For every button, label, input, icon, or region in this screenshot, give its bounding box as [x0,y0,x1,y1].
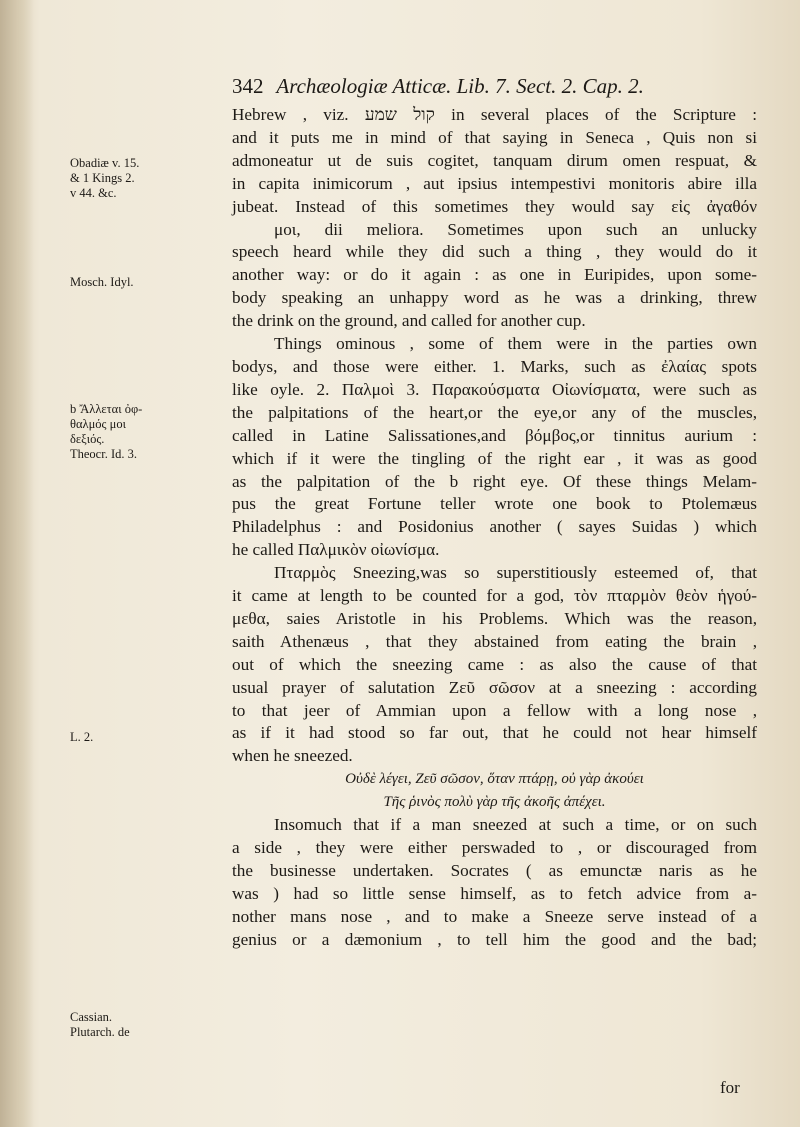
margin-note-line: v 44. &c. [70,186,117,200]
catchword: for [720,1078,740,1097]
text-line: as if it had stood so far out, that he could not hear himself [232,723,757,743]
text-line: as the palpitation of the b right eye. Of these things Melam- [232,471,757,491]
margin-note-line: δεξιός. [70,432,105,446]
text-line: pus the great Fortune teller wrote one book to Ptolemæus [232,494,757,514]
text-line: μοι, dii meliora. Sometimes upon such an unlucky [274,219,757,239]
margin-note-line: Mosch. Idyl. [70,275,134,289]
text-line: the businesse undertaken. Socrates ( as emunctæ naris as he [232,860,757,880]
margin-note-theocritus [70,402,210,462]
margin-note-moschus [70,275,210,290]
margin-note-line: Plutarch. de [70,1025,130,1039]
text-line: the drink on the ground, and called for another cup. [232,311,586,331]
text-line: and it puts me in mind of that saying in Seneca , Quis non si [232,127,757,147]
binding-gutter-shadow [0,0,34,1127]
text-line: Things ominous , some of them were in the parties own [274,334,757,354]
text-line: admoneatur ut de suis cogitet, tanquam dirum omen respuat, & [232,150,757,170]
page-number: 342 [232,74,264,98]
margin-note-line: Theocr. Id. 3. [70,447,137,461]
margin-note-line: Cassian. [70,1010,113,1024]
text-line: he called Παλμικὸν οἰωνίσμα. [232,540,440,560]
text-line: bodys, and those were either. 1. Marks, such as ἐλαίας spots [232,356,757,376]
text-line: to that jeer of Ammian upon a fellow with a long nose , [232,700,757,720]
text-line: a side , they were either perswaded to , or discouraged from [232,838,757,857]
text-line: when he sneezed. [232,746,353,766]
body-text [232,104,757,952]
text-line: jubeat. Instead of this sometimes they would say εἰς ἀγαθόν [232,196,757,216]
text-line: body speaking an unhappy word as he was a drinking, threw [232,288,757,308]
text-line: speech heard while they did such a thing , they would do it [232,242,757,262]
text-line: was ) had so little sense himself, as to fetch advice from a- [232,883,757,903]
margin-note-line: & 1 Kings 2. [70,171,135,185]
text-line: out of which the sneezing came : as also the cause of that [232,654,757,674]
verse-line: Τῆς ῥινὸς πολὺ γὰρ τῆς ἀκοῆς ἀπέχει. [383,794,606,811]
verse-line: Οὐδὲ λέγει, Ζεῦ σῶσον, ὅταν πτάρῃ, οὐ γὰρ ἀκούει [345,771,644,788]
margin-note-l2 [70,730,210,745]
text-line: in capita inimicorum , aut ipsius intempestivi monitoris abire illa [232,173,757,193]
text-line: Hebrew , viz. קול שמע in several places of the Scripture : [232,105,757,124]
text-line: which if it were the tingling of the right ear , it was as good [232,448,757,468]
margin-note-line: θαλμός μοι [70,417,126,431]
margin-note-line: Obadiæ v. 15. [70,156,140,170]
text-line: Insomuch that if a man sneezed at such a time, or on such [274,815,757,835]
margin-note-obadiah [70,156,210,201]
text-line: called in Latine Salissationes,and βόμβος,or tinnitus aurium : [232,425,757,445]
text-line: nother mans nose , and to make a Sneeze serve instead of a [232,906,757,926]
text-line: Πταρμὸς Sneezing,was so superstitiously esteemed of, that [274,563,757,583]
text-line: another way: or do it again : as one in Euripides, upon some- [232,265,757,285]
text-line: Philadelphus : and Posidonius another ( sayes Suidas ) which [232,517,757,537]
running-title: Archæologiæ Atticæ. Lib. 7. Sect. 2. Cap. 2. [276,74,644,98]
text-line: it came at length to be counted for a god, τὸν πταρμὸν θεὸν ἡγού- [232,586,757,606]
text-line: the palpitations of the heart,or the eye,or any of the muscles, [232,402,757,422]
text-line: genius or a dæmonium , to tell him the good and the bad; [232,929,757,949]
text-line: saith Athenæus , that they abstained from eating the brain , [232,631,757,651]
running-head [232,74,752,99]
text-line: usual prayer of salutation Ζεῦ σῶσον at a sneezing : according [232,677,757,697]
margin-note-line: b Ἄλλεται ὀφ- [70,402,143,416]
text-line: μεθα, saies Aristotle in his Problems. Which was the reason, [232,608,757,628]
text-line: like oyle. 2. Παλμοὶ 3. Παρακούσματα Οἰωνίσματα, were such as [232,379,757,399]
margin-note-line: L. 2. [70,730,94,744]
margin-note-cassian [70,1010,210,1040]
